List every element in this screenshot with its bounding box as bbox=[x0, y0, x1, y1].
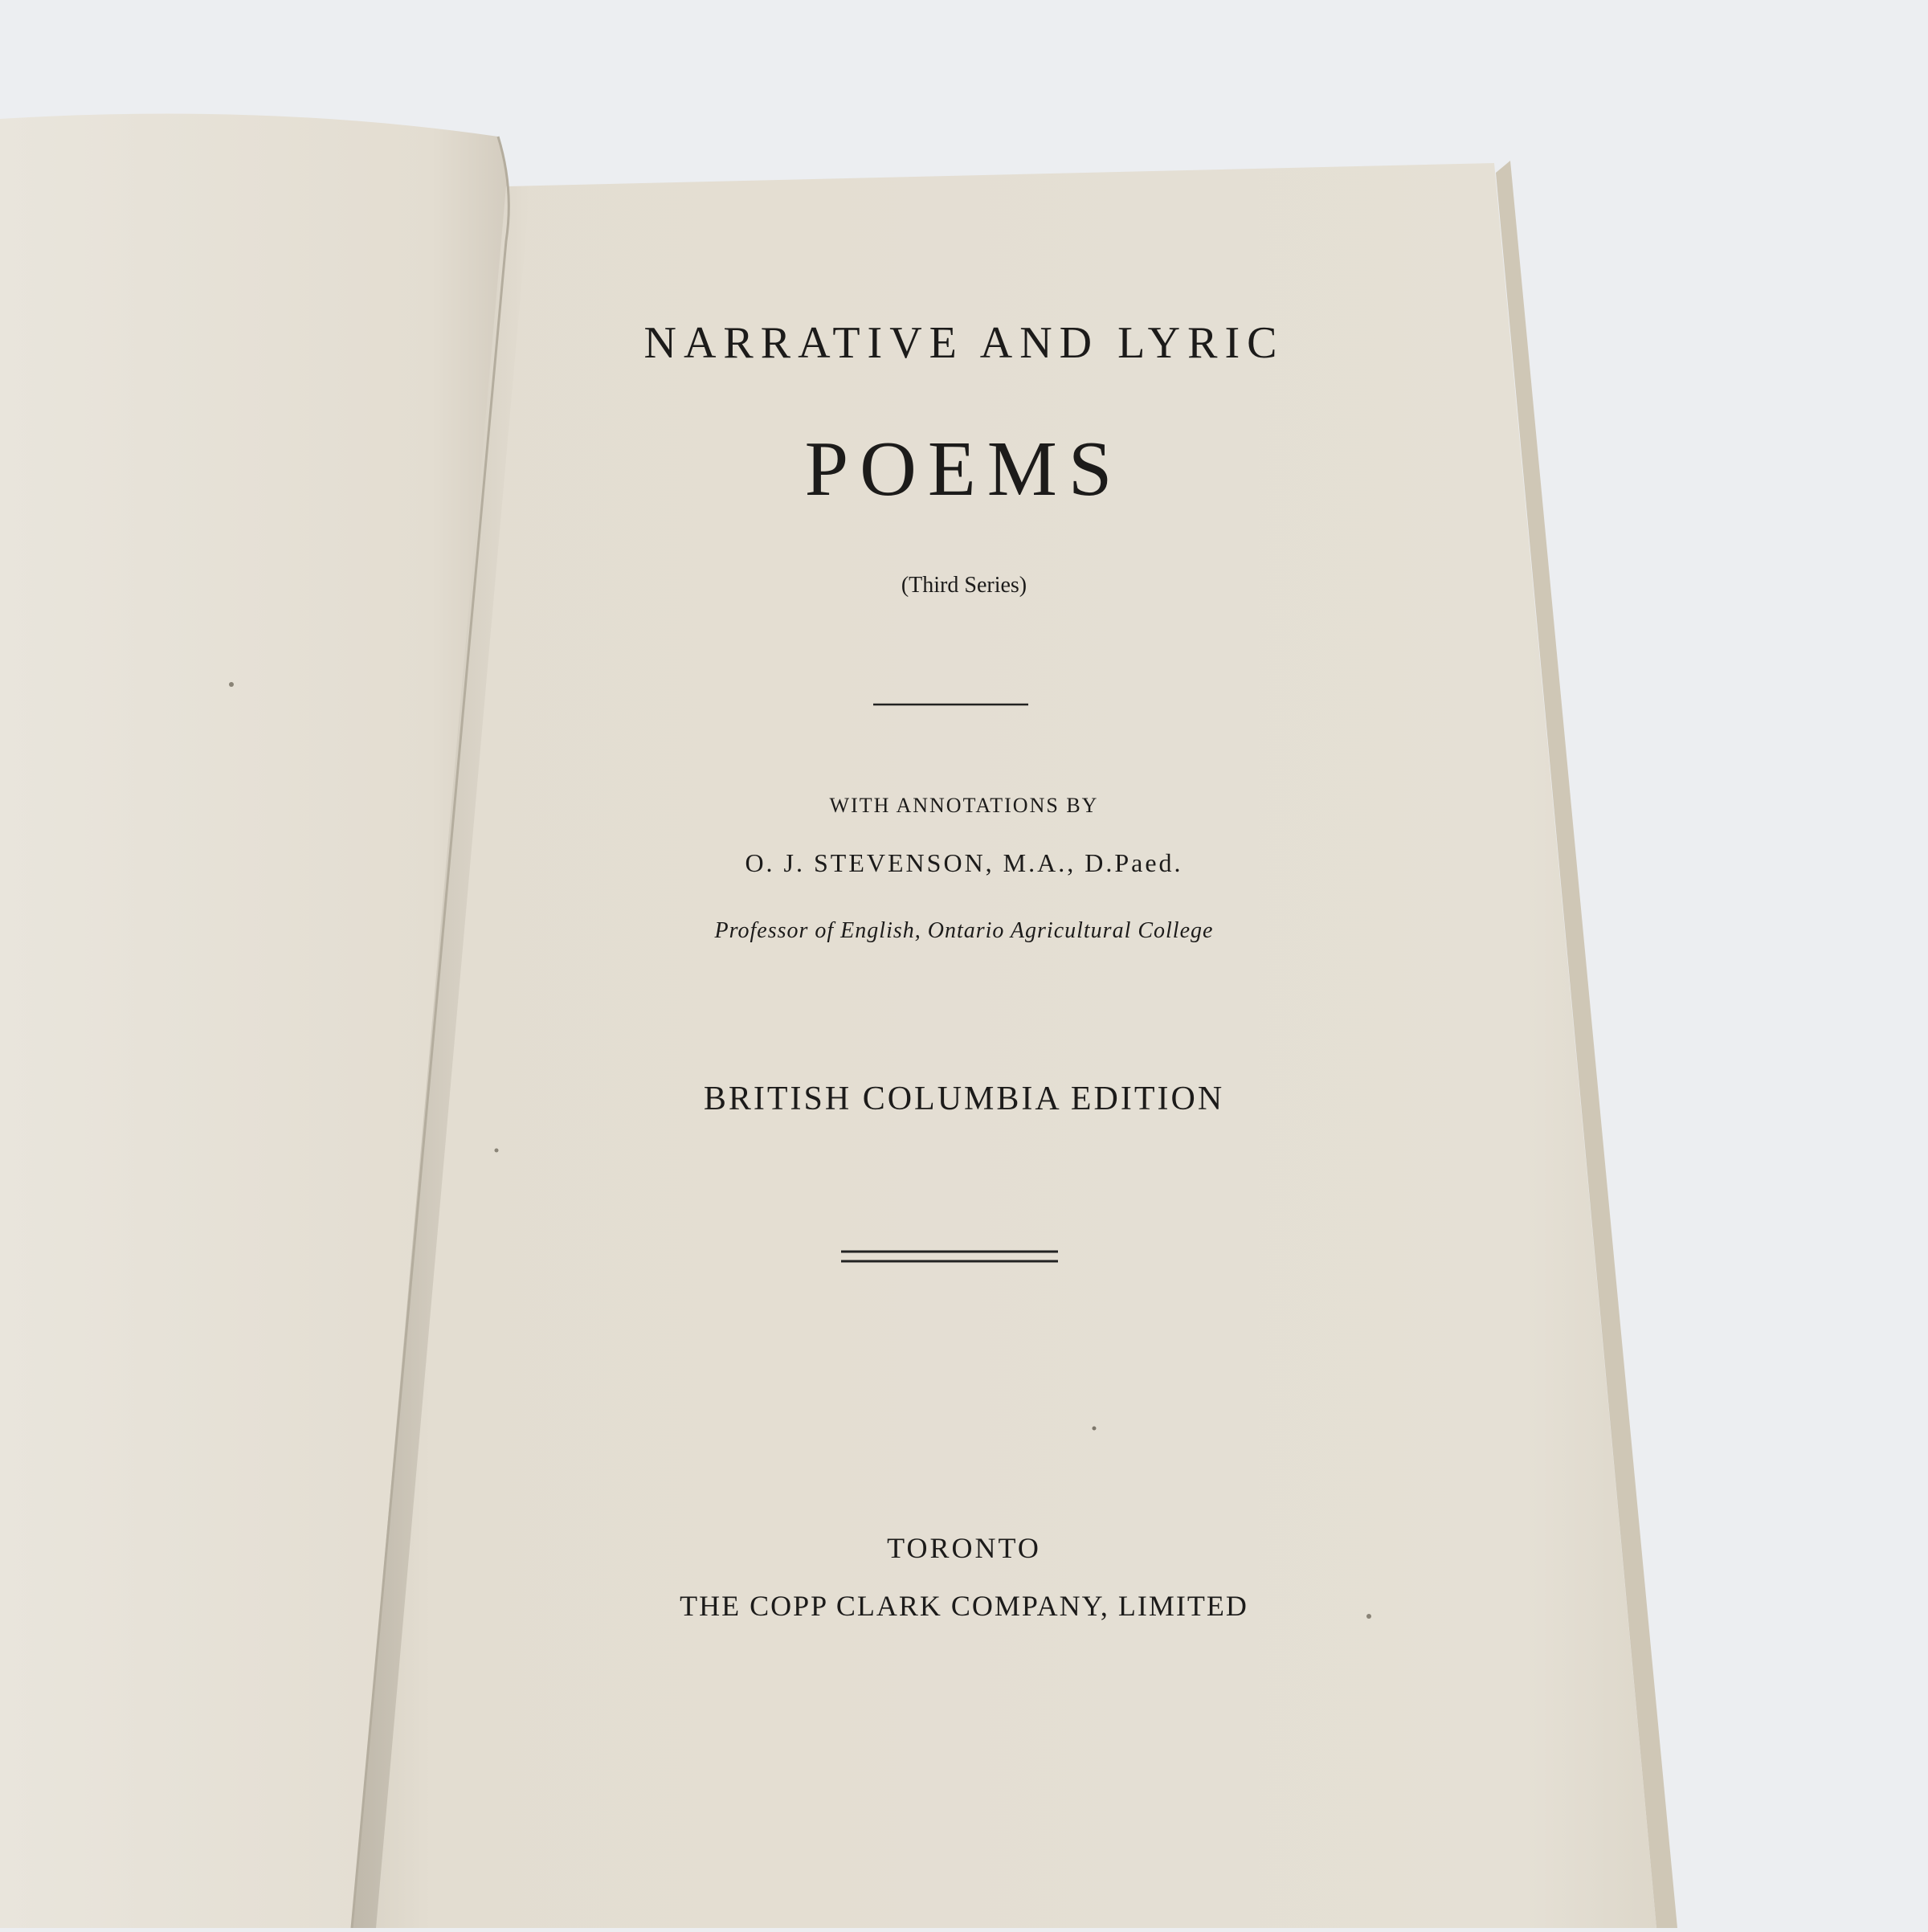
publisher-name: THE COPP CLARK COMPANY, LIMITED bbox=[680, 1590, 1248, 1622]
title-line-1: NARRATIVE AND LYRIC bbox=[643, 318, 1285, 368]
publisher-city: TORONTO bbox=[887, 1532, 1041, 1564]
title-poems: POEMS bbox=[804, 426, 1124, 513]
author-title: Professor of English, Ontario Agricultural College bbox=[714, 918, 1214, 943]
series-label: (Third Series) bbox=[901, 573, 1027, 598]
edition-label: BRITISH COLUMBIA EDITION bbox=[703, 1080, 1225, 1117]
author-name: O. J. STEVENSON, M.A., D.Paed. bbox=[745, 848, 1183, 877]
annotations-label: WITH ANNOTATIONS BY bbox=[829, 794, 1099, 817]
